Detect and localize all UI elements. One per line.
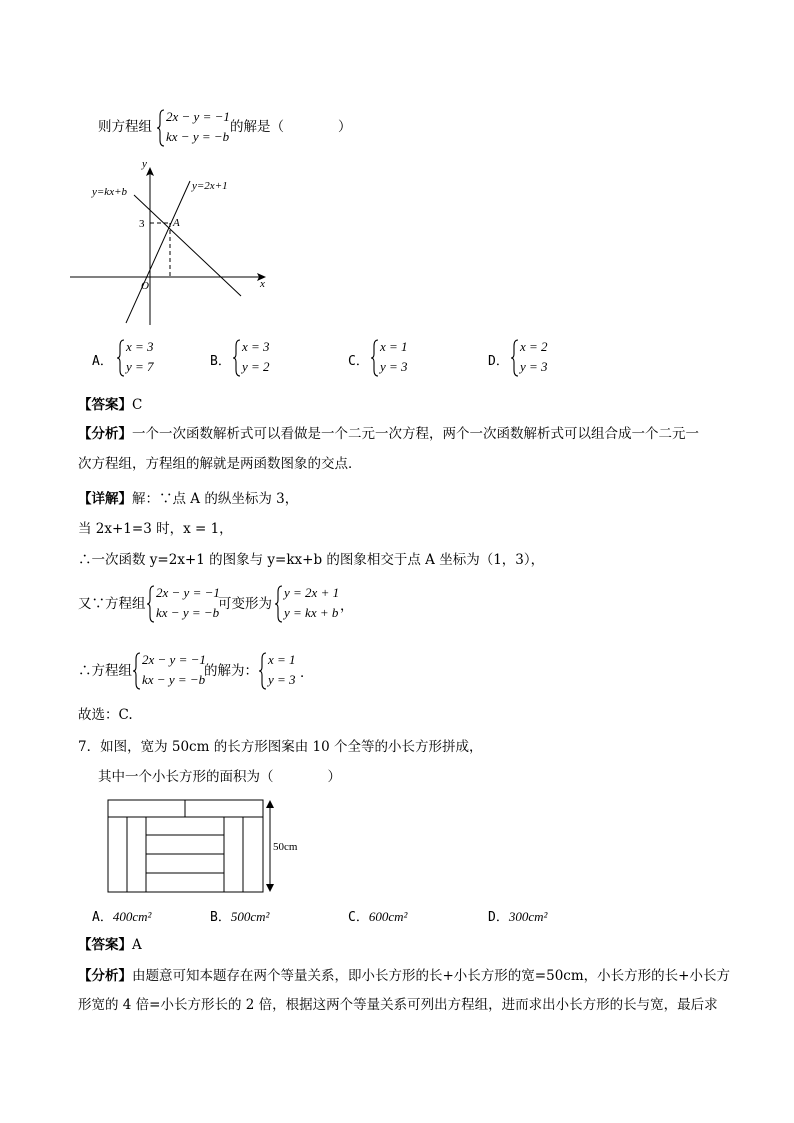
q6-analysis-line1: 【分析】一个一次函数解析式可以看做是一个二元一次方程，两个一次函数解析式可以组合成一个二元一 <box>78 426 699 442</box>
analysis-tag: 【分析】 <box>78 968 132 984</box>
q6-detail-line5-prefix: ∴方程组 <box>78 663 132 679</box>
q6-detail-line4-system1 <box>146 584 226 624</box>
option-value: 600cm² <box>368 909 408 924</box>
q6-system-row2: kx − y = −b <box>166 129 230 144</box>
answer-value: A <box>132 937 142 953</box>
system-row1: 2x − y = −1 <box>156 585 220 600</box>
dimension-label: 50cm <box>273 841 298 853</box>
q6-detail-line5-suffix: ． <box>300 665 314 681</box>
brace-icon <box>116 338 126 378</box>
q6-detail-line2: 当 2x+1=3 时，x = 1， <box>78 521 233 537</box>
q6-option-c-r2: y = 3 <box>380 359 408 374</box>
brace-icon <box>258 651 268 691</box>
arrow-up-icon <box>266 800 274 808</box>
q7-option-d[interactable] <box>488 906 547 925</box>
origin-label: O <box>141 280 149 292</box>
answer-value: C <box>132 397 143 413</box>
answer-tag: 【答案】 <box>78 937 132 953</box>
q7-option-c[interactable] <box>348 906 407 925</box>
q6-option-d-r2: y = 3 <box>520 359 548 374</box>
brace-icon <box>232 338 242 378</box>
q7-line1: 7．如图，宽为 50cm 的长方形图案由 10 个全等的小长方形拼成， <box>78 739 483 755</box>
q7-answer <box>78 936 142 954</box>
brace-icon <box>156 108 166 148</box>
system-row2: kx − y = −b <box>156 605 220 620</box>
option-value: 300cm² <box>508 909 548 924</box>
q6-option-c-label[interactable]: C． <box>348 354 369 369</box>
q7-option-a[interactable] <box>92 906 151 925</box>
q6-option-c-r1: x = 1 <box>380 339 408 354</box>
q6-option-a[interactable] <box>116 338 176 378</box>
option-label: A． <box>92 910 113 925</box>
option-label: B． <box>210 910 231 925</box>
q6-stem-suffix: 的解是（ ） <box>230 119 352 135</box>
brace-icon <box>510 338 520 378</box>
option-value: 500cm² <box>230 909 270 924</box>
arrow-down-icon <box>266 884 274 892</box>
q6-answer <box>78 396 142 414</box>
q6-option-c[interactable] <box>370 338 430 378</box>
q6-analysis-line2: 次方程组，方程组的解就是两函数图象的交点． <box>78 456 362 472</box>
brace-icon <box>146 584 156 624</box>
q6-detail-line1: 【详解】解：∵点 A 的纵坐标为 3， <box>78 491 299 507</box>
q6-option-a-label[interactable]: A． <box>92 354 113 369</box>
q6-detail-line5-system1 <box>132 651 212 691</box>
answer-tag: 【答案】 <box>78 397 132 413</box>
q6-detail-line3: ∴一次函数 y=2x+1 的图象与 y=kx+b 的图象相交于点 A 坐标为（1，3）， <box>78 552 545 568</box>
q7-analysis-line1: 【分析】由题意可知本题存在两个等量关系，即小长方形的长+小长方形的宽=50cm，小长方形的长+小长方 <box>78 968 730 984</box>
option-label: C． <box>348 910 369 925</box>
q7-option-b[interactable] <box>210 906 269 925</box>
q6-option-a-r1: x = 3 <box>126 339 154 354</box>
q6-option-b-label[interactable]: B． <box>210 354 231 369</box>
x-axis-label: x <box>260 278 265 290</box>
system-row2: kx − y = −b <box>142 672 206 687</box>
q6-stem <box>98 118 152 136</box>
q7-analysis-line2: 形宽的 4 倍=小长方形长的 2 倍，根据这两个等量关系可列出方程组，进而求出小长方形的长与宽，最后求 <box>78 997 718 1013</box>
q6-option-a-r2: y = 7 <box>126 359 154 374</box>
q7-figure <box>105 797 325 902</box>
y-axis-label: y <box>142 158 147 170</box>
detail-tag: 【详解】 <box>78 491 132 507</box>
q6-detail-line4-suffix: ， <box>340 598 354 614</box>
brace-icon <box>370 338 380 378</box>
q6-choose: 故选：C. <box>78 707 133 723</box>
q6-stem-prefix: 则方程组 <box>98 119 152 135</box>
point-a-label: A <box>173 217 180 229</box>
q6-option-d-r1: x = 2 <box>520 339 548 354</box>
q6-option-b[interactable] <box>232 338 292 378</box>
q6-detail-line5-mid: 的解为： <box>204 663 258 679</box>
q6-detail-line4-mid: 可变形为 <box>218 596 272 612</box>
brace-icon <box>274 584 284 624</box>
line-y-2x-plus-1 <box>126 181 190 323</box>
system-row1: x = 1 <box>268 652 296 667</box>
brace-icon <box>132 651 142 691</box>
option-value: 400cm² <box>112 909 152 924</box>
line2-label: y=kx+b <box>92 186 127 198</box>
tick-3-label: 3 <box>139 218 145 230</box>
q6-system-row1: 2x − y = −1 <box>166 109 230 124</box>
system-row1: 2x − y = −1 <box>142 652 206 667</box>
analysis-tag: 【分析】 <box>78 426 132 442</box>
q6-option-d-label[interactable]: D． <box>488 354 509 369</box>
q6-option-b-r1: x = 3 <box>242 339 270 354</box>
q6-graph <box>70 155 280 330</box>
q7-line2: 其中一个小长方形的面积为（ ） <box>98 769 341 785</box>
system-row2: y = kx + b <box>284 605 339 620</box>
q6-option-d[interactable] <box>510 338 570 378</box>
q6-option-b-r2: y = 2 <box>242 359 270 374</box>
system-row2: y = 3 <box>268 672 296 687</box>
q6-system <box>156 108 236 148</box>
q6-detail-line4-prefix: 又∵方程组 <box>78 596 146 612</box>
line1-label: y=2x+1 <box>192 180 228 192</box>
option-label: D． <box>488 910 509 925</box>
system-row1: y = 2x + 1 <box>284 585 340 600</box>
